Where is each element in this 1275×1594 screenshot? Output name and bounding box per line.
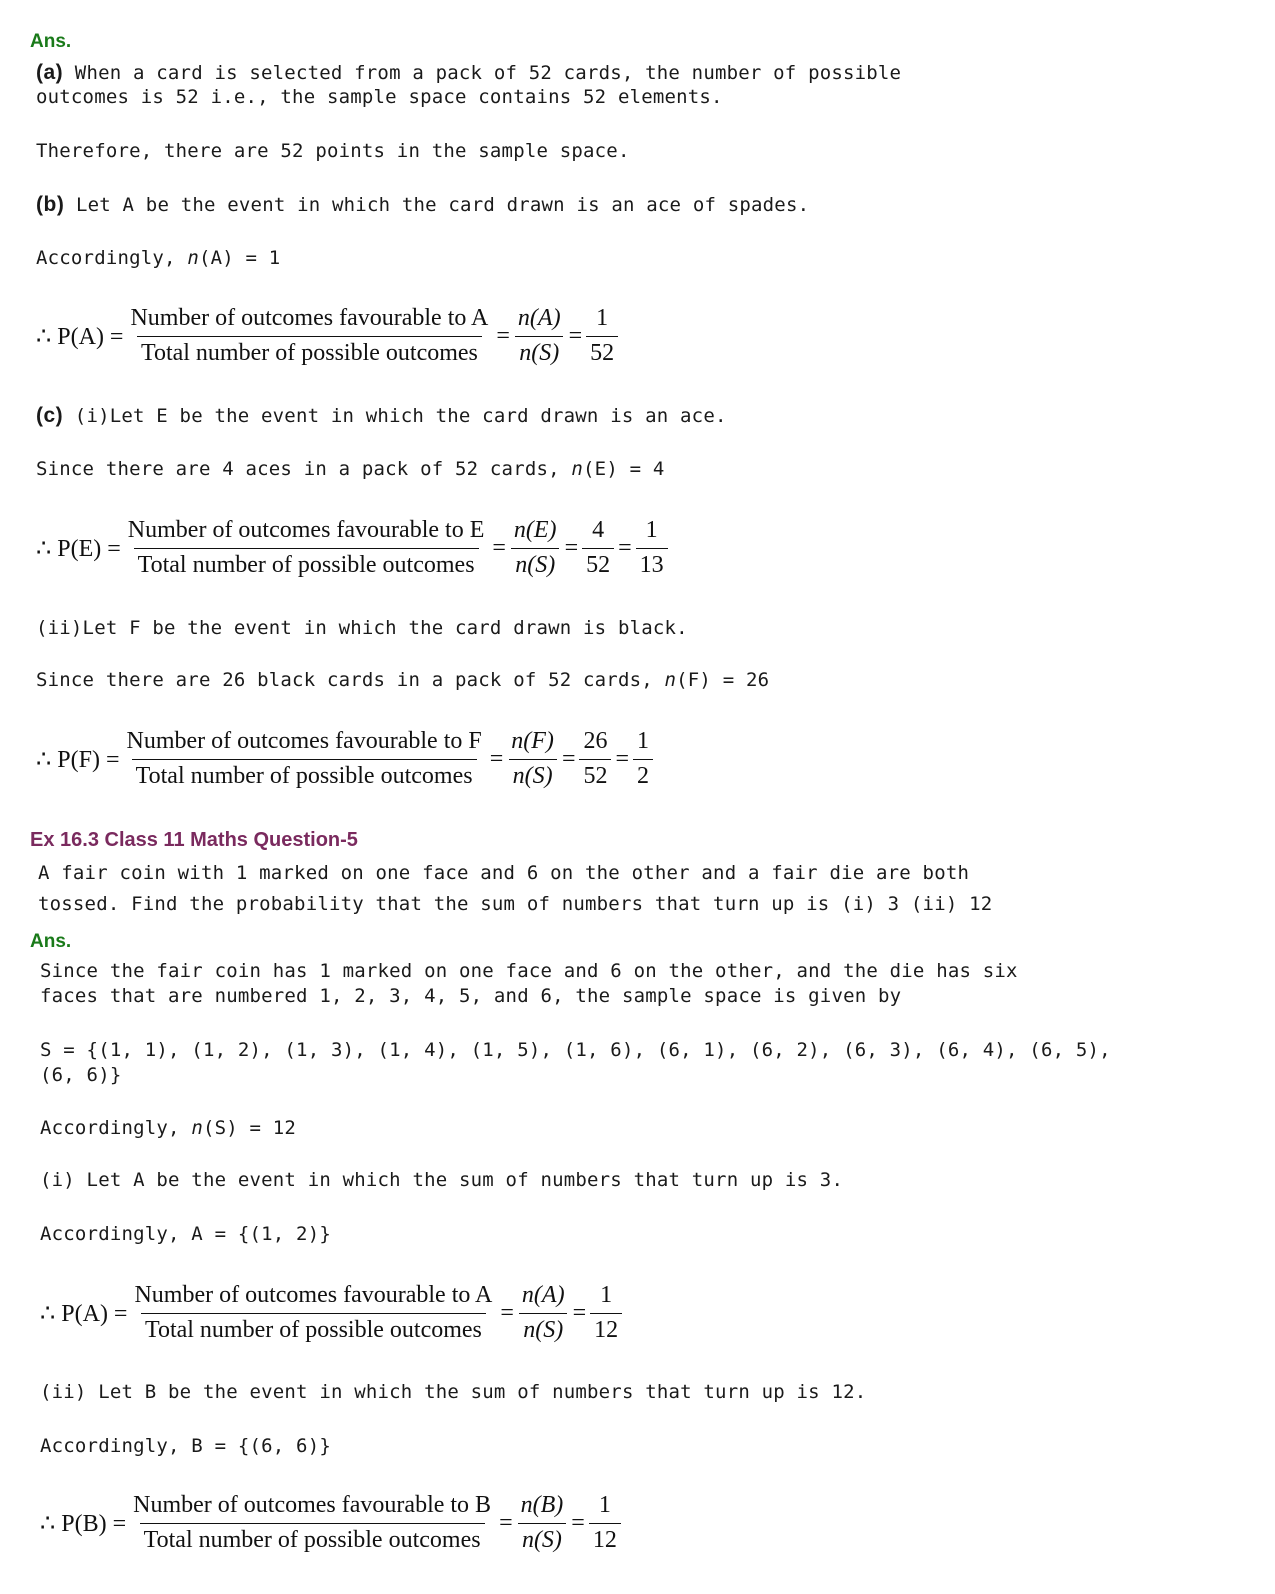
eq2-lhs: ∴ P(E) = [36, 535, 121, 562]
question-5-line-1: A fair coin with 1 marked on one face and 6 on the other and a fair die are both [38, 862, 970, 884]
eq1-n-fraction: $\frac{n(A)}{n(S)}$ [514, 305, 565, 367]
eq3-lhs: ∴ P(F) = [36, 746, 120, 773]
eq5-main-fraction: $\frac{\text{Number of outcomes favourable to B}}{\text{Total number of possible outcomes}}$ [133, 1492, 492, 1553]
part-b-label: (b) [36, 193, 65, 216]
eq2-main-fraction: $\frac{\text{Number of outcomes favourable to E}}{\text{Total number of possible outcomes}}$ [127, 517, 485, 578]
eq2-result-fraction-2: $\frac{1}{13}$ [636, 517, 668, 579]
answer-5-accordingly-s: Accordingly, n(S) = 12 [40, 1117, 297, 1139]
eq1-main-fraction: $\frac{\text{Number of outcomes favourable to A}}{\text{Total number of possible outcomes}}$ [130, 305, 489, 366]
part-c-line-1: (c) (i)Let E be the event in which the card drawn is an ace. [36, 404, 727, 427]
part-a-line-2: outcomes is 52 i.e., the sample space contains 52 elements. [36, 86, 723, 108]
part-b-accordingly: Accordingly, n(A) = 1 [36, 247, 281, 269]
part-a-line-1: (a) When a card is selected from a pack of 52 cards, the number of possible [36, 61, 902, 84]
eq3-result-fraction-1: $\frac{26}{52}$ [579, 728, 611, 790]
answer-label: Ans. [30, 31, 72, 52]
answer-5-line-i: (i) Let A be the event in which the sum of numbers that turn up is 3. [40, 1169, 844, 1191]
answer-5-line-2: faces that are numbered 1, 2, 3, 4, 5, and 6, the sample space is given by [40, 985, 902, 1007]
eq3-main-fraction: $\frac{\text{Number of outcomes favourable to F}}{\text{Total number of possible outcomes}}$ [126, 728, 482, 789]
equation-p-a-spades: ∴ P(A) = $\frac{\text{Number of outcomes favourable to A}}{\text{Total number of possible outcomes}}$ = $\frac{n(A)}{n(S)}$ = $\frac{1}{52}$ [36, 305, 621, 367]
eq5-n-fraction: $\frac{n(B)}{n(S)}$ [517, 1492, 568, 1554]
eq4-lhs: ∴ P(A) = [40, 1300, 128, 1327]
part-a-label: (a) [36, 61, 64, 84]
eq5-result-fraction: $\frac{1}{12}$ [589, 1492, 621, 1554]
answer-5-line-ii: (ii) Let B be the event in which the sum of numbers that turn up is 12. [40, 1381, 867, 1403]
part-c-since-1: Since there are 4 aces in a pack of 52 cards, n(E) = 4 [36, 458, 665, 480]
eq4-main-fraction: $\frac{\text{Number of outcomes favourable to A}}{\text{Total number of possible outcomes}}$ [134, 1282, 493, 1343]
part-c-line-ii: (ii)Let F be the event in which the card drawn is black. [36, 617, 688, 639]
eq2-n-fraction: $\frac{n(E)}{n(S)}$ [510, 517, 561, 579]
equation-p-b-sum-12: ∴ P(B) = $\frac{\text{Number of outcomes favourable to B}}{\text{Total number of possible outcomes}}$ = $\frac{n(B)}{n(S)}$ = $\frac{1}{12}$ [40, 1492, 624, 1554]
question-5-heading: Ex 16.3 Class 11 Maths Question-5 [30, 829, 358, 851]
equation-p-f-black: ∴ P(F) = $\frac{\text{Number of outcomes favourable to F}}{\text{Total number of possible outcomes}}$ = $\frac{n(F)}{n(S)}$ = $\frac{26}{52}$ = $\frac{1}{2}$ [36, 728, 656, 790]
question-5-line-2: tossed. Find the probability that the sum of numbers that turn up is (i) 3 (ii) 12 [38, 893, 993, 915]
eq2-result-fraction-1: $\frac{4}{52}$ [582, 517, 614, 579]
eq5-lhs: ∴ P(B) = [40, 1510, 127, 1537]
eq3-n-fraction: $\frac{n(F)}{n(S)}$ [507, 728, 558, 790]
eq4-result-fraction: $\frac{1}{12}$ [590, 1282, 622, 1344]
equation-p-a-sum-3: ∴ P(A) = $\frac{\text{Number of outcomes favourable to A}}{\text{Total number of possible outcomes}}$ = $\frac{n(A)}{n(S)}$ = $\frac{1}{12}$ [40, 1282, 625, 1344]
eq1-result-fraction: $\frac{1}{52}$ [586, 305, 618, 367]
sample-space-line-1: S = {(1, 1), (1, 2), (1, 3), (1, 4), (1, 5), (1, 6), (6, 1), (6, 2), (6, 3), (6, 4), (6, 5), [40, 1039, 1111, 1061]
answer-5-accordingly-b: Accordingly, B = {(6, 6)} [40, 1435, 331, 1457]
equation-p-e-ace: ∴ P(E) = $\frac{\text{Number of outcomes favourable to E}}{\text{Total number of possible outcomes}}$ = $\frac{n(E)}{n(S)}$ = $\frac{4}{52}$ = $\frac{1}{13}$ [36, 517, 671, 579]
answer-5-accordingly-a: Accordingly, A = {(1, 2)} [40, 1223, 331, 1245]
part-c-since-2: Since there are 26 black cards in a pack of 52 cards, n(F) = 26 [36, 669, 770, 691]
part-c-label: (c) [36, 404, 64, 427]
part-a-line-3: Therefore, there are 52 points in the sample space. [36, 140, 630, 162]
part-b-line-1: (b) Let A be the event in which the card drawn is an ace of spades. [36, 193, 810, 216]
eq1-lhs: ∴ P(A) = [36, 323, 124, 350]
eq3-result-fraction-2: $\frac{1}{2}$ [633, 728, 653, 790]
eq4-n-fraction: $\frac{n(A)}{n(S)}$ [518, 1282, 569, 1344]
answer-label-2: Ans. [30, 931, 72, 952]
sample-space-line-2: (6, 6)} [40, 1064, 122, 1086]
answer-5-line-1: Since the fair coin has 1 marked on one face and 6 on the other, and the die has six [40, 960, 1018, 982]
